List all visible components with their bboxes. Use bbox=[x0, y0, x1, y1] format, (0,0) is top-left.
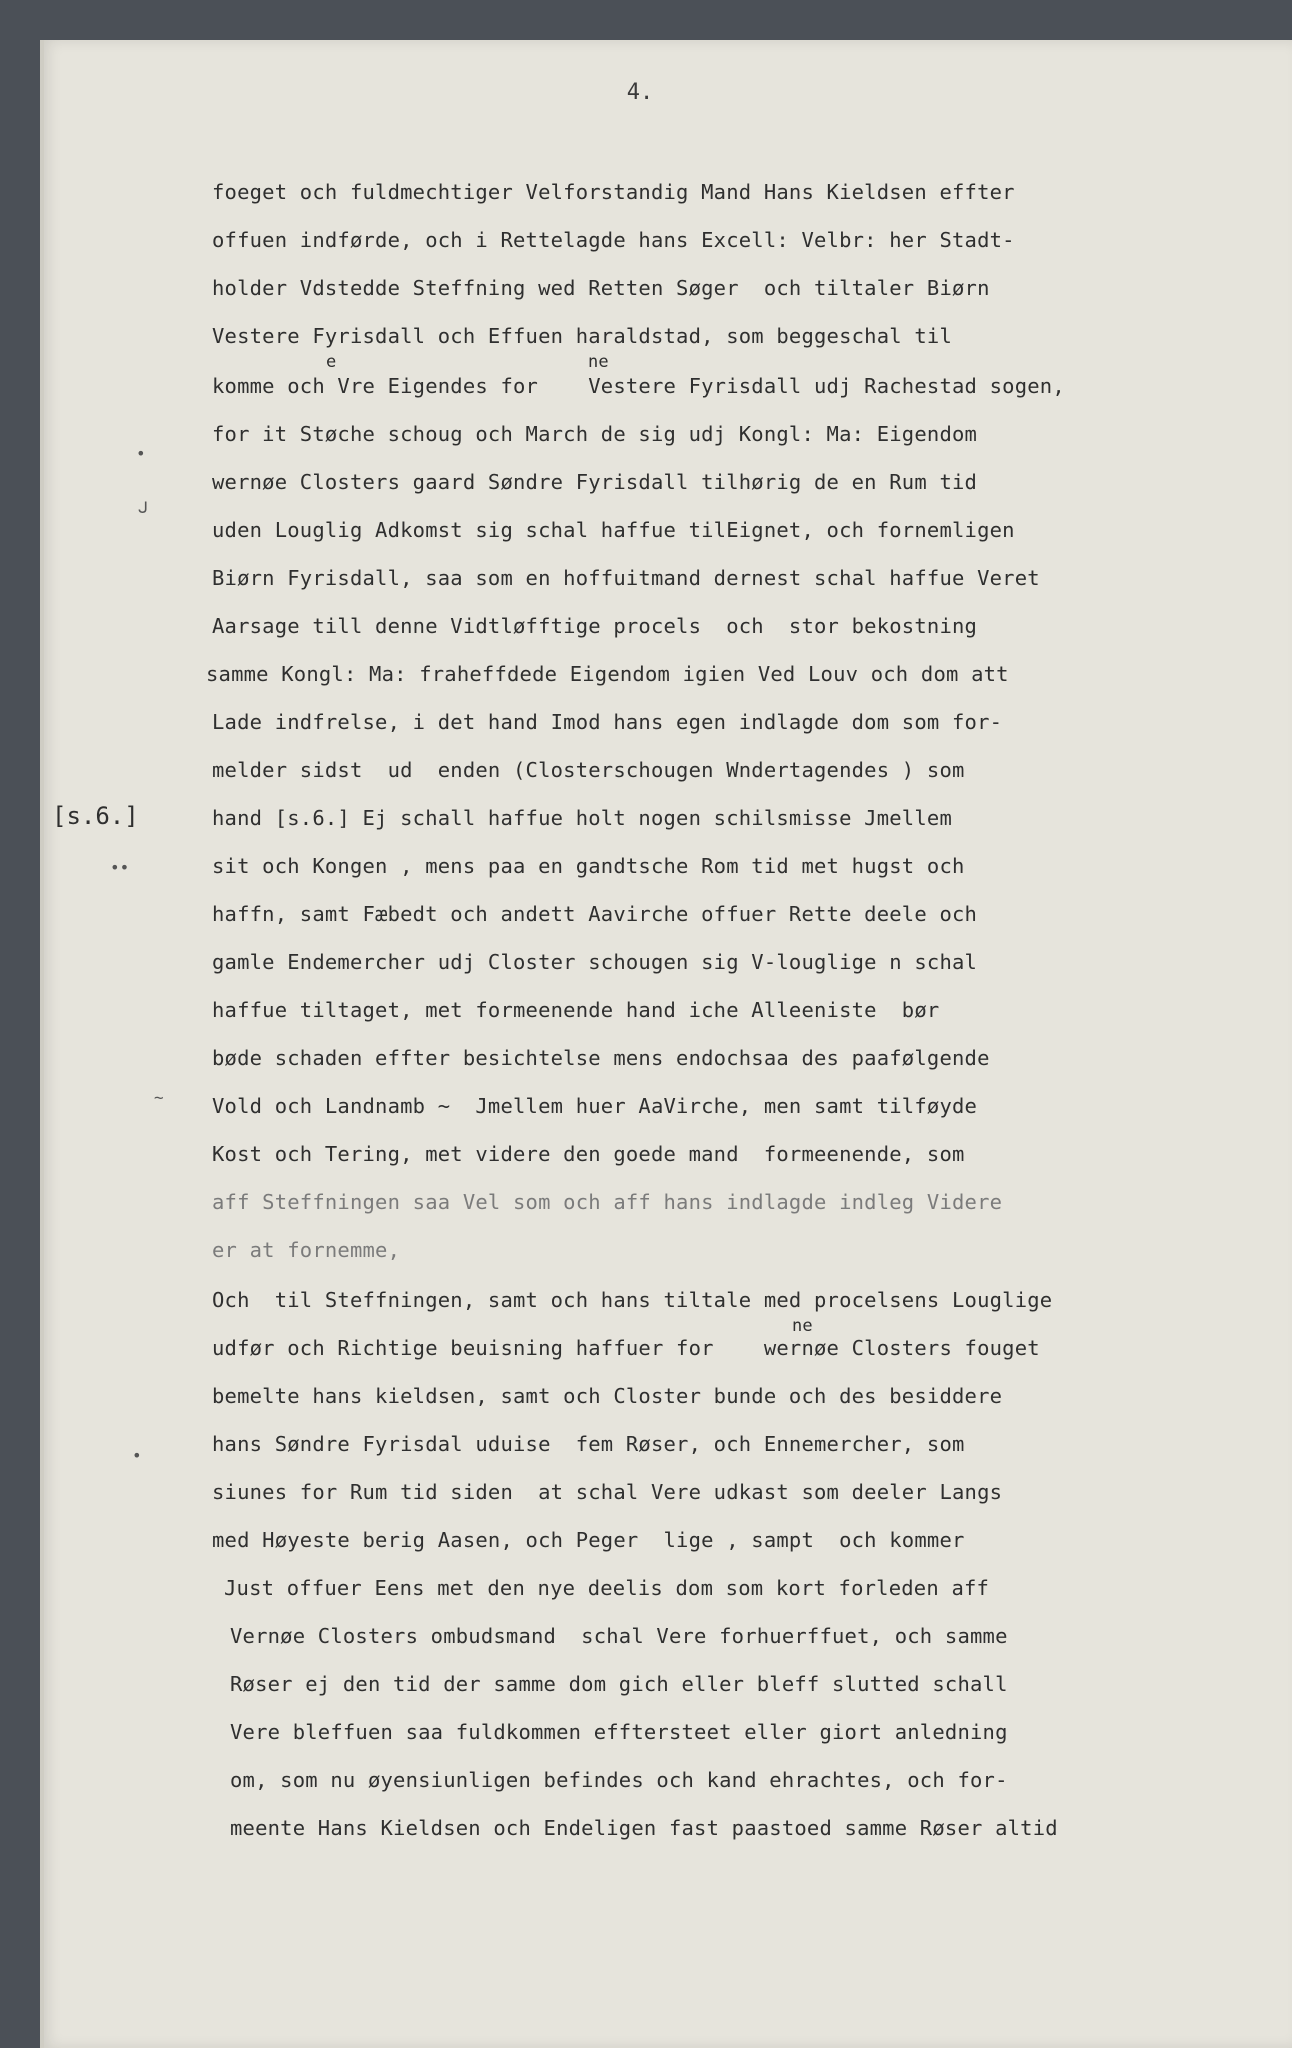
text-line: gamle Endemercher udj Closter schougen sig V-louglige n schal bbox=[212, 950, 978, 974]
page-number: 4. bbox=[626, 80, 654, 105]
text-line: hans Søndre Fyrisdal uduise fem Røser, och Ennemercher, som bbox=[212, 1432, 965, 1456]
text-line: komme och Vre Eigendes for Vestere Fyrisdall udj Rachestad sogen, bbox=[212, 374, 1065, 398]
margin-mark: ᒍ bbox=[138, 498, 149, 517]
text-line: siunes for Rum tid siden at schal Vere udkast som deeler Langs bbox=[212, 1480, 1003, 1504]
text-line: for it Støche schoug och March de sig udj Kongl: Ma: Eigendom bbox=[212, 422, 978, 446]
text-line: offuen indførde, och i Rettelagde hans Excell: Velbr: her Stadt- bbox=[212, 228, 1015, 252]
text-line: Røser ej den tid der samme dom gich eller bleff slutted schall bbox=[230, 1672, 1008, 1696]
superscript: ne bbox=[792, 1316, 813, 1336]
text-line: foeget och fuldmechtiger Velforstandig Mand Hans Kieldsen effter bbox=[212, 180, 1015, 204]
text-line: holder Vdstedde Steffning wed Retten Søger och tiltaler Biørn bbox=[212, 276, 990, 300]
margin-mark: • bbox=[136, 444, 146, 463]
text-line: haffn, samt Fæbedt och andett Aavirche offuer Rette deele och bbox=[212, 902, 978, 926]
text-line: sit och Kongen , mens paa en gandtsche Rom tid met hugst och bbox=[212, 854, 965, 878]
text-line: uden Louglig Adkomst sig schal haffue tilEignet, och fornemligen bbox=[212, 518, 1015, 542]
text-line: Vold och Landnamb ~ Jmellem huer AaVirche, men samt tilføyde bbox=[212, 1094, 978, 1118]
text-line: bemelte hans kieldsen, samt och Closter bunde och des besiddere bbox=[212, 1384, 1003, 1408]
superscript: e bbox=[326, 352, 337, 372]
text-line: Vere bleffuen saa fuldkommen efftersteet eller giort anledning bbox=[230, 1720, 1008, 1744]
margin-note: [s.6.] bbox=[52, 802, 139, 830]
text-line: Biørn Fyrisdall, saa som en hoffuitmand dernest schal haffue Veret bbox=[212, 566, 1040, 590]
text-line: Lade indfrelse, i det hand Imod hans egen indlagde dom som for- bbox=[212, 710, 1003, 734]
text-line: samme Kongl: Ma: fraheffdede Eigendom igien Ved Louv och dom att bbox=[206, 662, 1009, 686]
margin-mark: • bbox=[132, 1446, 142, 1465]
text-line: er at fornemme, bbox=[212, 1238, 401, 1262]
margin-mark: •• bbox=[110, 858, 130, 877]
text-line: Aarsage till denne Vidtløfftige procels och stor bekostning bbox=[212, 614, 978, 638]
text-line: Kost och Tering, met videre den goede mand formeenende, som bbox=[212, 1142, 965, 1166]
text-line: haffue tiltaget, met formeenende hand iche Alleeniste bør bbox=[212, 998, 940, 1022]
text-line: Och til Steffningen, samt och hans tiltale med procelsens Louglige bbox=[212, 1288, 1053, 1312]
text-line: wernøe Closters gaard Søndre Fyrisdall tilhørig de en Rum tid bbox=[212, 470, 978, 494]
text-line: aff Steffningen saa Vel som och aff hans indlagde indleg Videre bbox=[212, 1190, 1003, 1214]
text-line: med Høyeste berig Aasen, och Peger lige , sampt och kommer bbox=[212, 1528, 965, 1552]
superscript: ne bbox=[588, 352, 609, 372]
text-line: Just offuer Eens met den nye deelis dom som kort forleden aff bbox=[224, 1576, 990, 1600]
text-line: Vestere Fyrisdall och Effuen haraldstad, som beggeschal til bbox=[212, 324, 952, 348]
text-line: meente Hans Kieldsen och Endeligen fast paastoed samme Røser altid bbox=[230, 1816, 1058, 1840]
text-line: om, som nu øyensiunligen befindes och kand ehrachtes, och for- bbox=[230, 1768, 1008, 1792]
text-line: bøde schaden effter besichtelse mens endochsaa des paafølgende bbox=[212, 1046, 990, 1070]
margin-mark: ~ bbox=[154, 1088, 164, 1107]
text-line: udfør och Richtige beuisning haffuer for wernøe Closters fouget bbox=[212, 1336, 1040, 1360]
text-line: Vernøe Closters ombudsmand schal Vere forhuerffuet, och samme bbox=[230, 1624, 1008, 1648]
text-line: melder sidst ud enden (Closterschougen Wndertagendes ) som bbox=[212, 758, 965, 782]
text-line: hand [s.6.] Ej schall haffue holt nogen schilsmisse Jmellem bbox=[212, 806, 952, 830]
